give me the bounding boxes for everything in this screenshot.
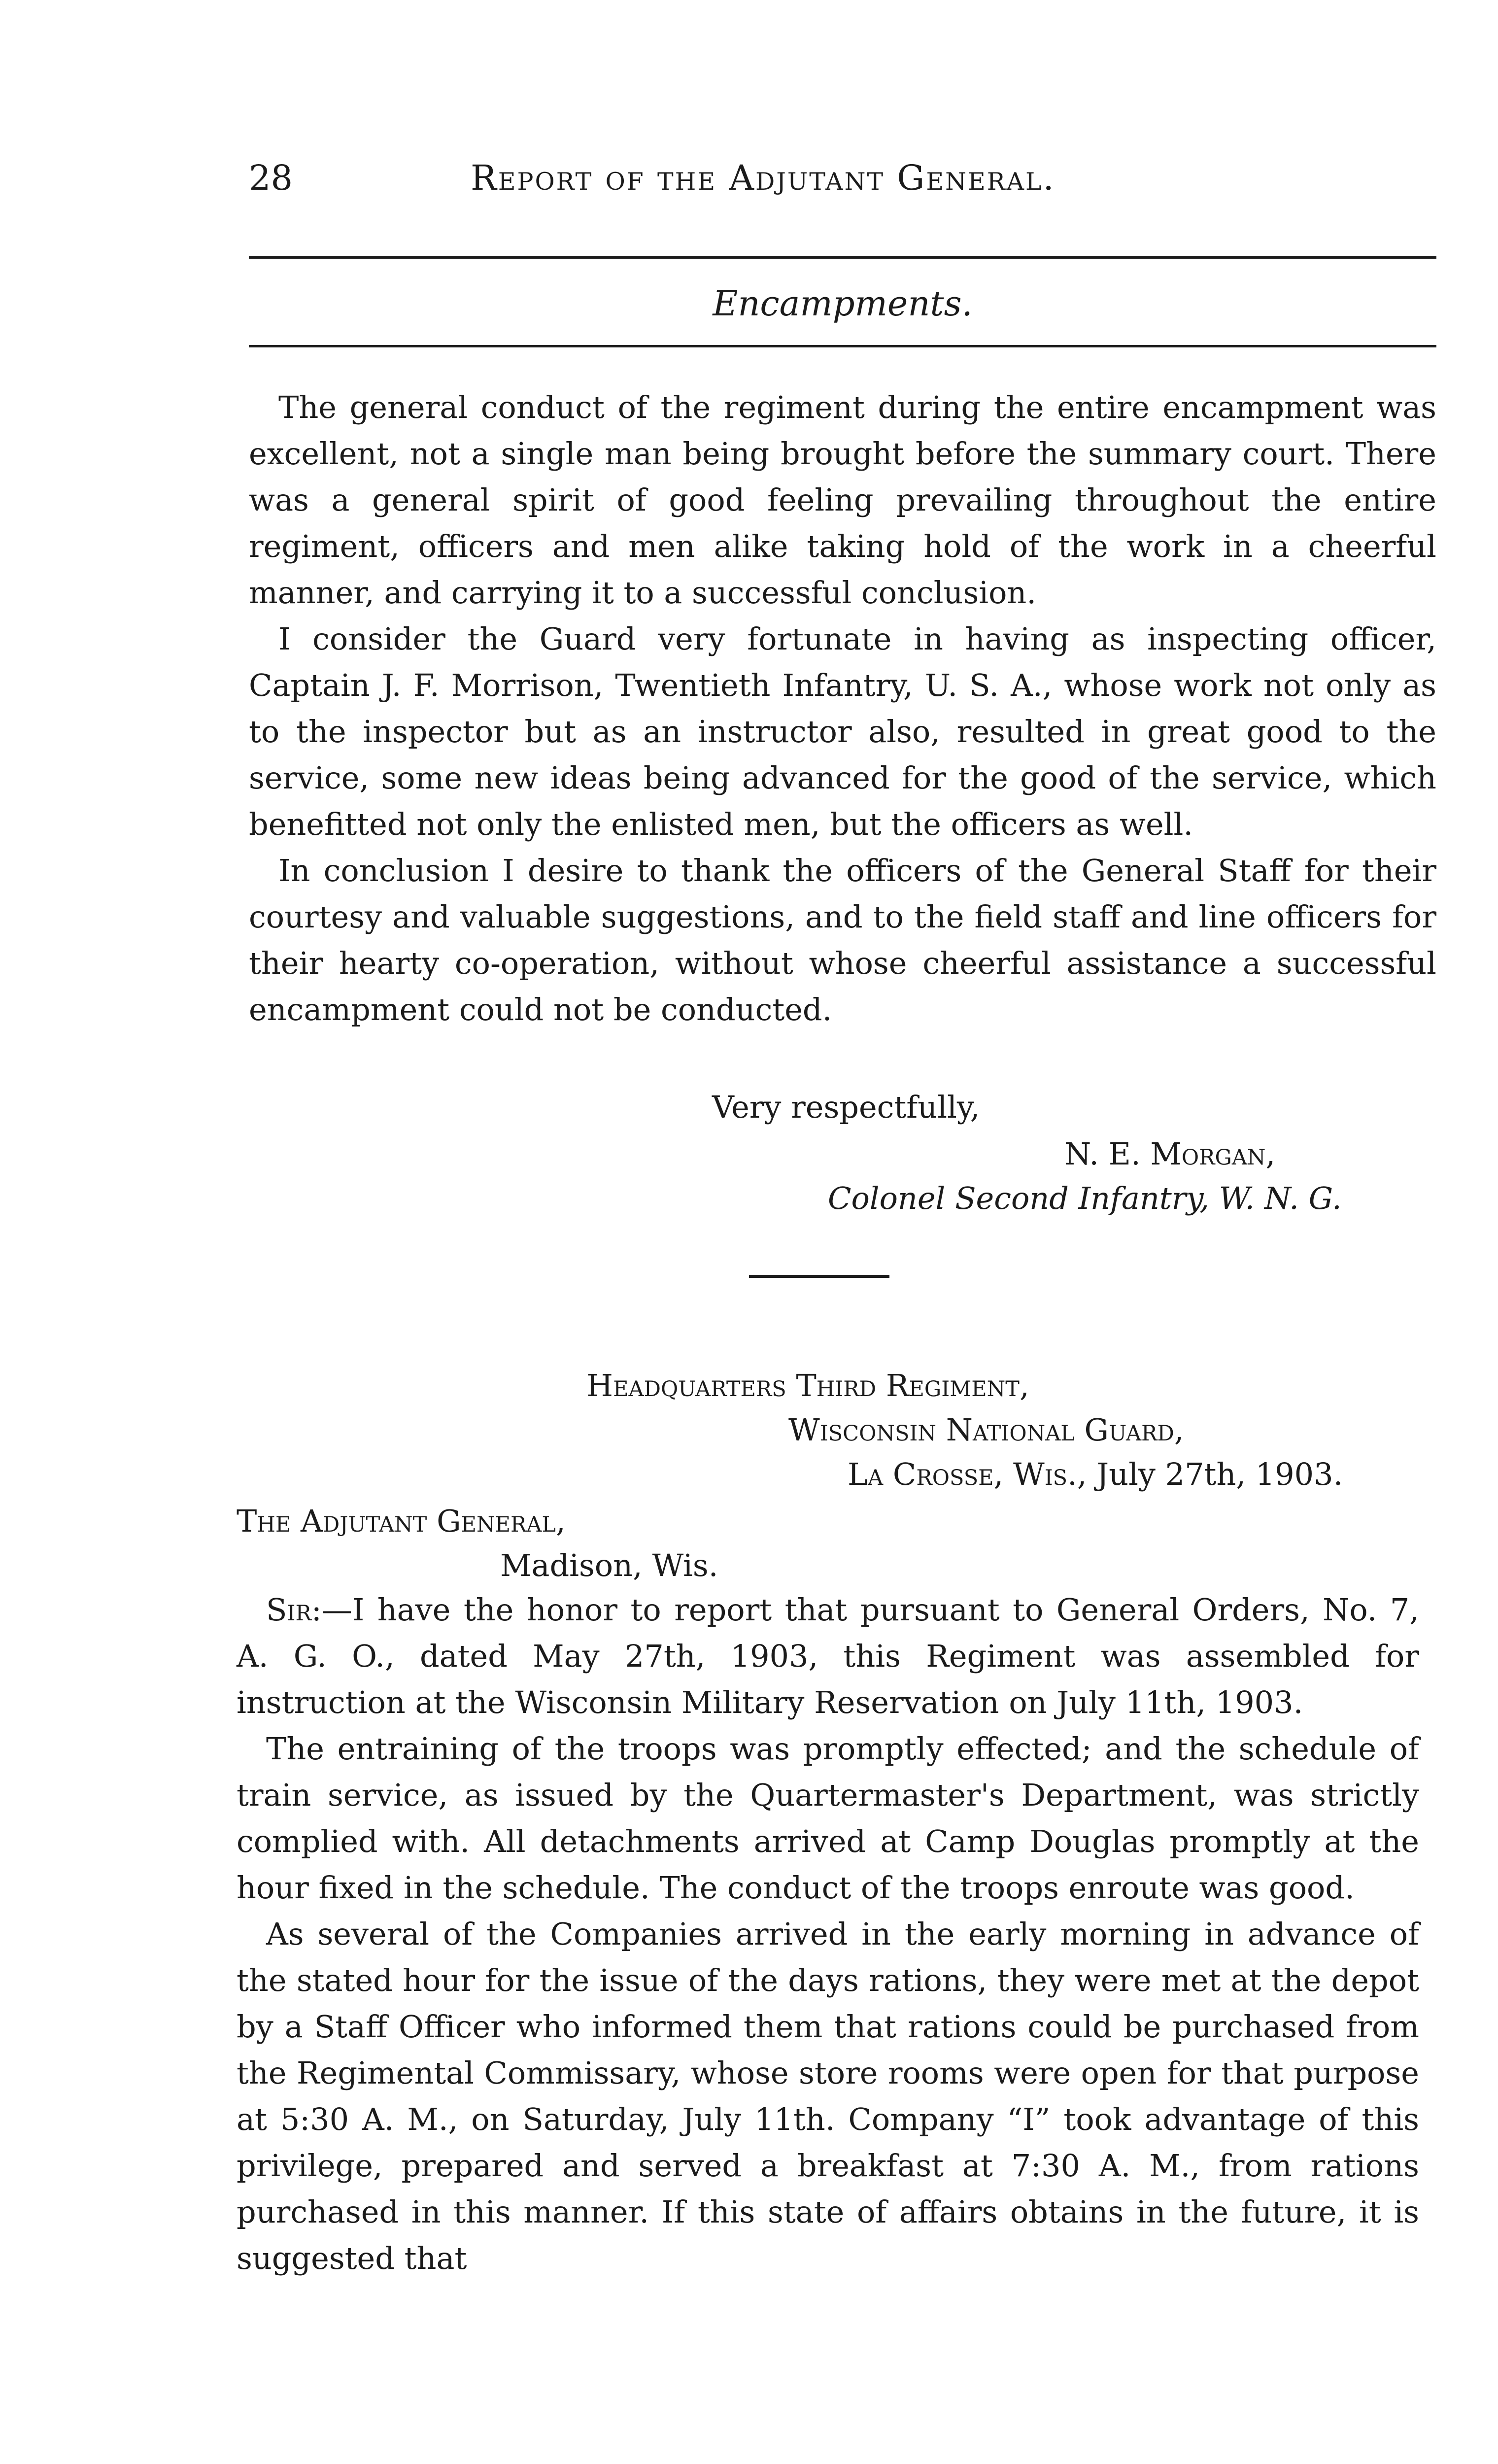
- letter1-paragraph-1: The general conduct of the regiment during the entire encampment was excellent, not a single man being brought before the summary court. There was a general spirit of good feeling prevailing throughout the entire regiment, officers and men alike taking hold of the work in a cheerful manner, and carrying it to a successful conclusion.: [249, 389, 1436, 611]
- letter2-heading-line-2: Wisconsin National Guard,: [788, 1412, 1184, 1448]
- running-head: Report of the Adjutant General.: [471, 158, 1055, 198]
- letter2-addressee: The Adjutant General,: [237, 1503, 566, 1539]
- letter1-paragraph-2: I consider the Guard very fortunate in having as inspecting officer, Captain J. F. Morrison, Twentieth Infantry, U. S. A., whose work not only as to the inspector but as an instructor also, resulted in great good to the service, some new ideas being advanced for the good of the service, which benefitted not only the enlisted men, but the officers as well.: [249, 621, 1436, 842]
- letter2-paragraph-3: As several of the Companies arrived in the early morning in advance of the stated hour for the issue of the days rations, they were met at the depot by a Staff Officer who informed them that rations could be purchased from the Regimental Commissary, whose store rooms were open for that purpose at 5:30 A. M., on Saturday, July 11th. Company “I” took advantage of this privilege, prepared and served a breakfast at 7:30 A. M., from rations purchased in this manner. If this state of affairs obtains in the future, it is suggested that: [237, 1916, 1419, 2276]
- letter1-signature-name: N. E. Morgan,: [1064, 1136, 1276, 1172]
- letter2-address-location: Madison, Wis.: [500, 1547, 718, 1583]
- page-header: [249, 158, 1436, 212]
- letter2-paragraph-2: The entraining of the troops was promptly effected; and the schedule of train service, as issued by the Quartermaster's Department, was strictly complied with. All detachments arrived at Camp Douglas promptly at the hour fixed in the schedule. The conduct of the troops enroute was good.: [237, 1731, 1419, 1906]
- letter2-heading-line-1: Headquarters Third Regiment,: [586, 1368, 1029, 1403]
- page-number: 28: [249, 158, 293, 198]
- letter2-date: July 27th, 1903.: [1096, 1456, 1343, 1492]
- letter2-salutation: Sir:: [266, 1592, 322, 1628]
- letter2-body: [237, 1587, 1419, 2282]
- letter2-place: La Crosse, Wis.,: [848, 1456, 1087, 1492]
- letter1-body: [249, 384, 1436, 1033]
- section-divider: [749, 1275, 889, 1278]
- letter1-signature-title: Colonel Second Infantry, W. N. G.: [828, 1180, 1342, 1216]
- section-title: Encampments.: [713, 283, 973, 324]
- letter1-closing: Very respectfully,: [712, 1089, 980, 1125]
- header-rule-bottom: [249, 345, 1436, 347]
- header-rule-top: [249, 256, 1436, 259]
- letter1-paragraph-3: In conclusion I desire to thank the officers of the General Staff for their courtesy and valuable suggestions, and to the field staff and line officers for their hearty co-operation, without whose cheerful assistance a successful encampment could not be conducted.: [249, 853, 1436, 1027]
- letter2-paragraph-1: [237, 1587, 1419, 1726]
- letter2-paragraph-1-text: —I have the honor to report that pursuant to General Orders, No. 7, A. G. O., dated May 27th, 1903, this Regiment was assembled for instruction at the Wisconsin Military Reservation on July 11th, 1903.: [237, 1592, 1419, 1720]
- letter2-place-date: [848, 1451, 1343, 1498]
